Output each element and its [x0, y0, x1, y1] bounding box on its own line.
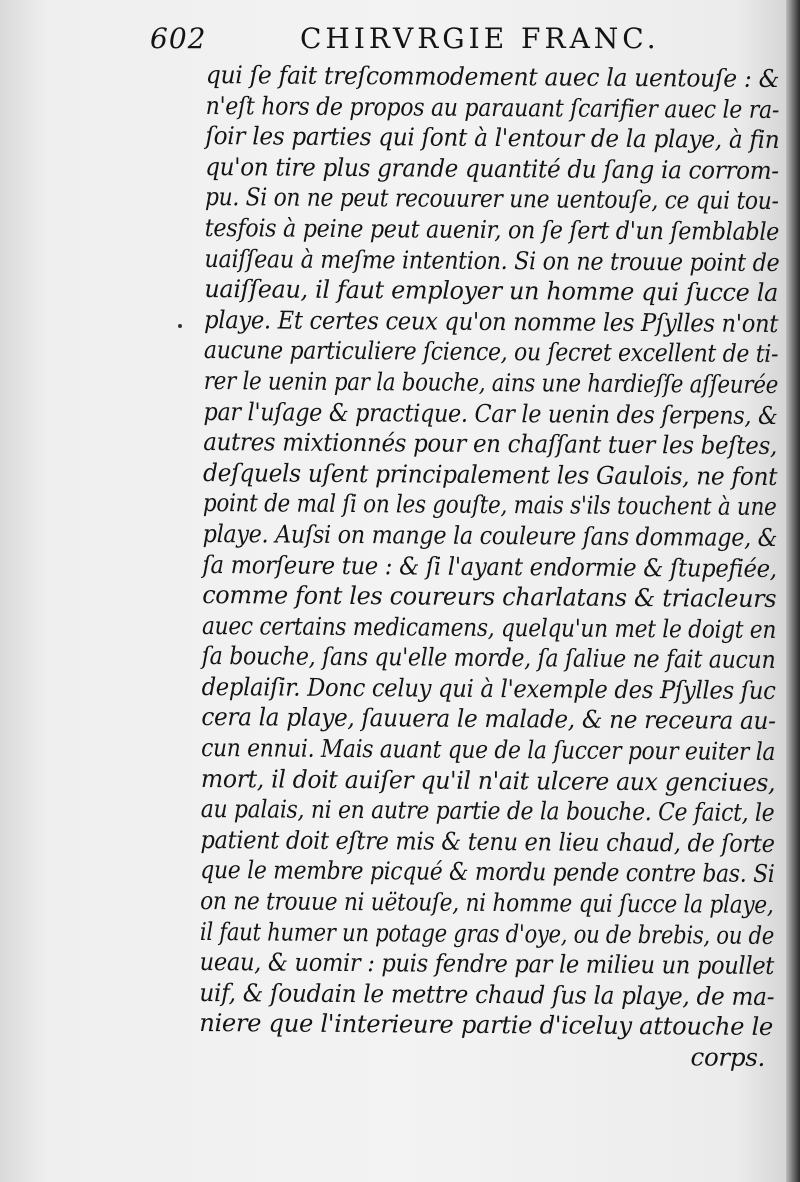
page-edge-shadow: [786, 0, 800, 1182]
text-line: cun ennui. Mais auant que de la ſuccer pour euiter la: [201, 733, 776, 767]
text-line: pu. Si on ne peut recouurer une uentouſe, ce qui tou-: [204, 182, 779, 216]
text-line: tesfois à peine peut auenir, on ſe ſert d'un ſemblable: [204, 212, 780, 246]
running-head: CHIRVRGIE FRANC.: [300, 22, 660, 55]
text-line: ſa bouche, ſans qu'elle morde, ſa ſaliue ne fait aucun: [201, 641, 776, 675]
text-line: ſoir les parties qui ſont à l'entour de la playe, à fin: [205, 121, 780, 155]
page-header: [150, 22, 710, 62]
ink-dot: [178, 324, 182, 328]
text-line: on ne trouue ni uëtouſe, ni homme qui ſucce la playe,: [200, 886, 774, 920]
text-line: cera la playe, ſauuera le malade, & ne receura au-: [201, 702, 776, 736]
page-number: 602: [150, 22, 207, 55]
text-line: auec certains medicamens, quelqu'un met le doigt en: [201, 610, 777, 644]
text-line: autres mixtionnés pour en chaſſant tuer les beſtes,: [203, 427, 778, 461]
text-line: deplaiſir. Donc celuy qui à l'exemple des Pſylles ſuc: [201, 671, 776, 705]
text-line: playe. Auſsi on mange la couleure ſans dommage, &: [202, 518, 778, 552]
text-line: que le membre picqué & mordu pende contre bas. Si: [200, 855, 775, 889]
text-line: qu'on tire plus grande quantité du ſang ia corrom-: [205, 151, 779, 185]
text-line: uaiſſeau à meſme intention. Si on ne trouue point de: [204, 243, 780, 277]
catchword: corps.: [690, 1042, 766, 1072]
text-line: rer le uenin par la bouche, ains une hardieſſe aſſeurée: [203, 365, 779, 399]
text-line: il faut humer un potage gras d'oye, ou de brebis, ou de: [199, 916, 775, 950]
text-line: qui ſe fait treſcommodement auec la uentouſe : &: [205, 60, 780, 94]
text-line: point de mal ſi on les gouſte, mais s'ils touchent à une: [202, 488, 777, 522]
text-line: mort, il doit auiſer qu'il n'ait ulcere aux genciues,: [200, 763, 776, 797]
body-text: [199, 60, 786, 1074]
text-line: niere que l'interieure partie d'iceluy attouche le: [199, 1008, 774, 1042]
text-line: patient doit eſtre mis & tenu en lieu chaud, de ſorte: [200, 824, 775, 858]
text-line: n'eſt hors de propos au parauant ſcarifier auec le ra-: [205, 90, 780, 124]
text-line: comme font les coureurs charlatans & triacleurs: [202, 580, 777, 614]
text-line: ueau, & uomir : puis fendre par le milieu un poullet: [199, 947, 775, 981]
text-line: deſquels uſent principalement les Gaulois, ne font: [203, 457, 778, 491]
text-line: au palais, ni en autre partie de la bouche. Ce faict, le: [200, 794, 775, 828]
text-line: ſa morſeure tue : & ſi l'ayant endormie & ſtupefiée,: [202, 549, 777, 583]
text-line: par l'uſage & practique. Car le uenin des ſerpens, &: [203, 396, 778, 430]
text-line: aucune particuliere ſcience, ou ſecret excellent de ti-: [203, 335, 779, 369]
text-line: playe. Et certes ceux qu'on nomme les Pſylles n'ont: [204, 304, 779, 338]
text-line: uif, & ſoudain le mettre chaud ſus la playe, de ma-: [199, 977, 775, 1011]
text-line: uaiſſeau, il faut employer un homme qui ſucce la: [204, 274, 779, 308]
